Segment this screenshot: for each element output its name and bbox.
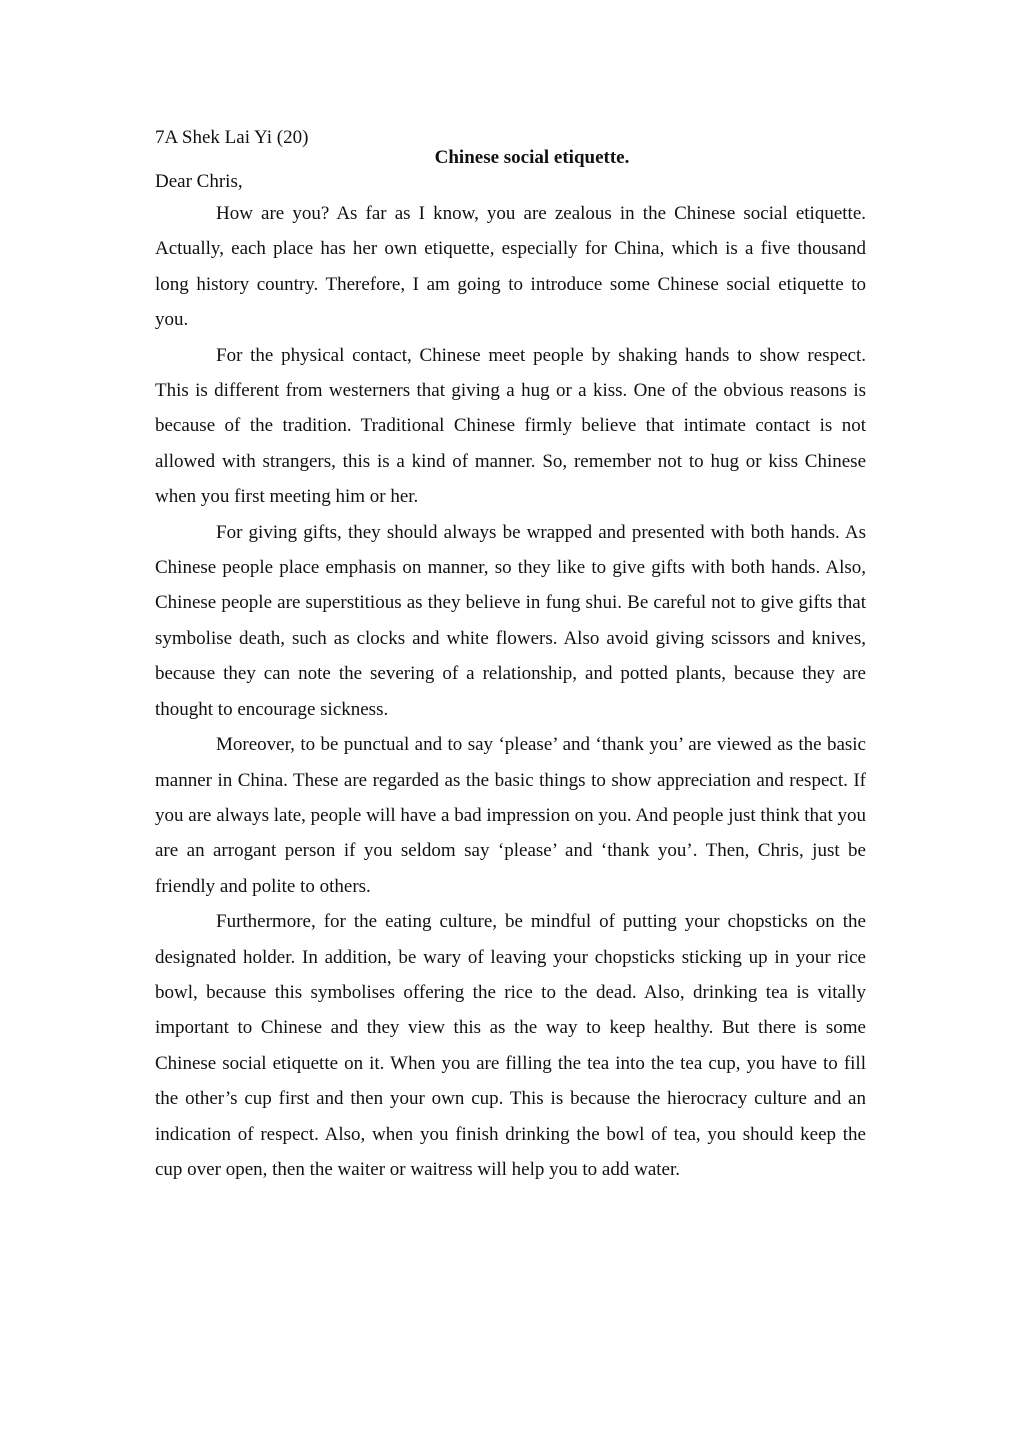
paragraph-intro: How are you? As far as I know, you are zealous in the Chinese social etiquette. Actually, each place has her own etiquette, especially for China, which is a five thousand long history country. Therefore, I am going to introduce some Chinese social etiquette to you. — [155, 203, 866, 331]
salutation: Dear Chris, — [155, 171, 243, 192]
author-line: 7A Shek Lai Yi (20) — [155, 127, 309, 148]
paragraph-manners: Moreover, to be punctual and to say ‘please’ and ‘thank you’ are viewed as the basic manner in China. These are regarded as the basic things to show appreciation and respect. If you are always late, people will have a bad impression on you. And people just think that you are an arrogant person if you seldom say ‘please’ and ‘thank you’. Then, Chris, just be friendly and polite to others. — [155, 734, 866, 897]
paragraph-giving-gifts: For giving gifts, they should always be wrapped and presented with both hands. As Chinese people place emphasis on manner, so they like to give gifts with both hands. Also, Chinese people are superstitious as they believe in fung shui. Be careful not to give gifts that symbolise death, such as clocks and white flowers. Also avoid giving scissors and knives, because they can note the severing of a relationship, and potted plants, because they are thought to encourage sickness. — [155, 521, 866, 720]
paragraph-physical-contact: For the physical contact, Chinese meet people by shaking hands to show respect. This is different from westerners that giving a hug or a kiss. One of the obvious reasons is because of the tradition. Traditional Chinese firmly believe that intimate contact is not allowed with strangers, this is a kind of manner. So, remember not to hug or kiss Chinese when you first meeting him or her. — [155, 344, 866, 508]
paragraph-eating-culture: Furthermore, for the eating culture, be mindful of putting your chopsticks on the designated holder. In addition, be wary of leaving your chopsticks sticking up in your rice bowl, because this symbolises offering the rice to the dead. Also, drinking tea is vitally important to Chinese and they view this as the way to keep healthy. But there is some Chinese social etiquette on it. When you are filling the tea into the tea cup, you have to fill the other’s cup first and then your own cup. This is because the hierocracy culture and an indication of respect. Also, when you finish drinking the bowl of tea, you should keep the cup over open, then the waiter or waitress will help you to add water. — [155, 911, 866, 1180]
document-title: Chinese social etiquette. — [434, 147, 630, 168]
document-page — [155, 124, 866, 1187]
